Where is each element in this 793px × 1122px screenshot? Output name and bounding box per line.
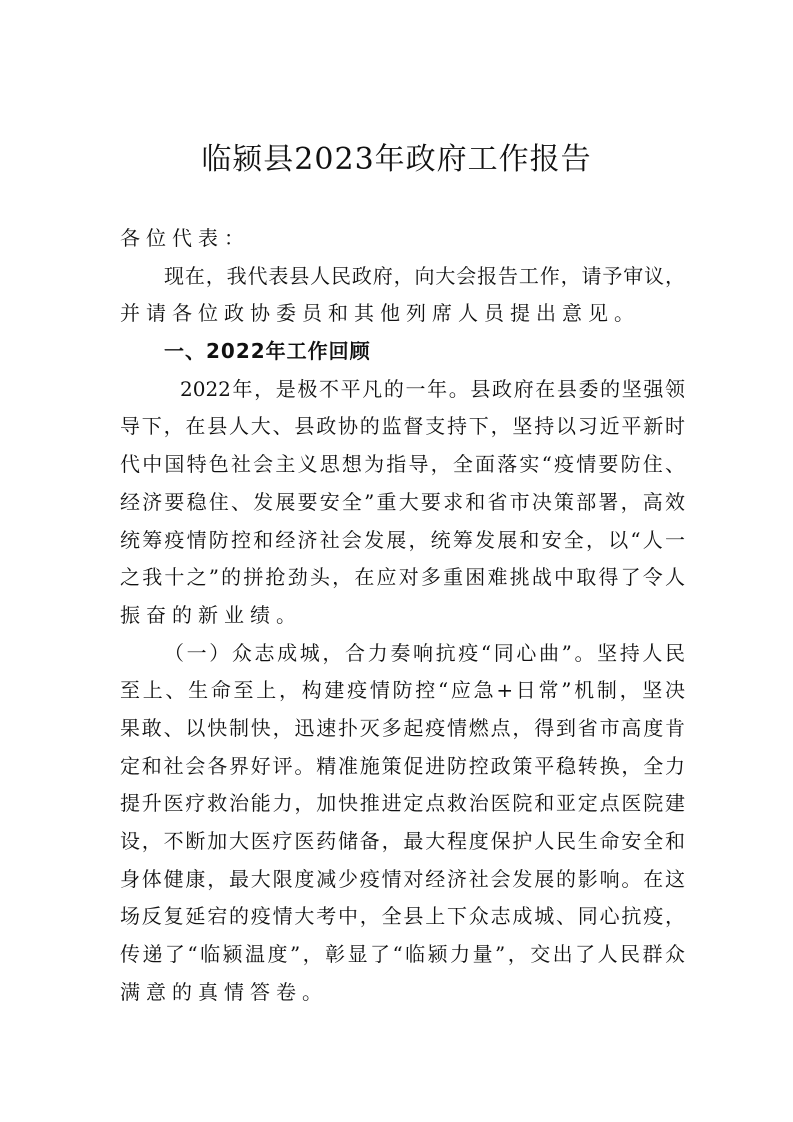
- paragraph-line: 代中国特色社会主义思想为指导，全面落实“疫情要防住、: [120, 452, 685, 477]
- paragraph-line: 2022年，是极不平凡的一年。县政府在县委的坚强领: [180, 376, 685, 401]
- subsection-line: （一）众志成城，合力奏响抗疫“同心曲”。坚持人民: [164, 640, 685, 665]
- paragraph-line: 导下，在县人大、县政协的监督支持下，坚持以习近平新时: [120, 414, 685, 439]
- paragraph-line: 至上、生命至上，构建疫情防控“应急+日常”机制，坚决: [120, 678, 685, 703]
- paragraph-line: 振奋的新业绩。: [120, 602, 302, 627]
- salutation: 各位代表：: [120, 226, 250, 250]
- section-heading: 一、2022年工作回顾: [164, 339, 371, 364]
- paragraph-line: 设，不断加大医疗医药储备，最大程度保护人民生命安全和: [120, 829, 685, 853]
- paragraph-line: 定和社会各界好评。精准施策促进防控政策平稳转换，全力: [120, 753, 685, 778]
- paragraph-line: 身体健康，最大限度减少疫情对经济社会发展的影响。在这: [120, 866, 685, 891]
- paragraph-line: 经济要稳住、发展要安全”重大要求和省市决策部署，高效: [120, 489, 685, 514]
- intro-line: 并请各位政协委员和其他列席人员提出意见。: [120, 301, 640, 326]
- paragraph-line: 果敢、以快制快，迅速扑灭多起疫情燃点，得到省市高度肯: [120, 715, 685, 740]
- paragraph-line: 传递了“临颍温度”，彰显了“临颍力量”，交出了人民群众: [120, 942, 685, 967]
- document-body: [120, 220, 685, 1011]
- intro-line: 现在，我代表县人民政府，向大会报告工作，请予审议，: [164, 263, 685, 288]
- paragraph-line: 之我十之”的拼抢劲头，在应对多重困难挑战中取得了令人: [120, 565, 685, 590]
- paragraph-line: 提升医疗救治能力，加快推进定点救治医院和亚定点医院建: [120, 791, 685, 816]
- document-title: 临颍县2023年政府工作报告: [201, 142, 592, 177]
- paragraph-line: 场反复延宕的疫情大考中，全县上下众志成城、同心抗疫，: [120, 904, 685, 929]
- paragraph-line: 满意的真情答卷。: [120, 979, 328, 1004]
- paragraph-line: 统筹疫情防控和经济社会发展，统筹发展和安全，以“人一: [120, 527, 685, 552]
